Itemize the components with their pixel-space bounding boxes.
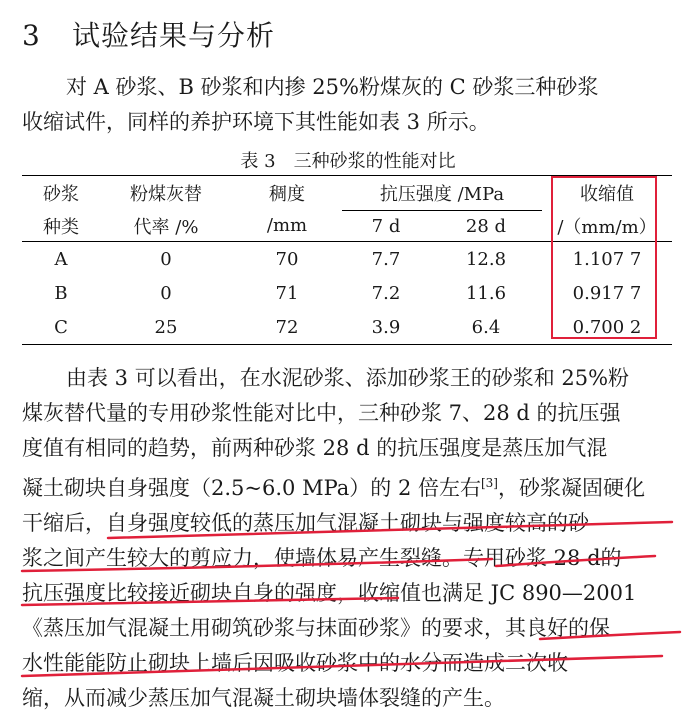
cell-flyash: 25 bbox=[100, 310, 232, 345]
cell-consistency: 71 bbox=[275, 282, 299, 304]
cell-flyash: 0 bbox=[160, 248, 172, 270]
cell-strength-7d: 7.2 bbox=[371, 282, 401, 304]
header-type-1: 砂浆 bbox=[22, 176, 100, 211]
cell-type: C bbox=[22, 310, 100, 345]
analysis-line-2: 煤灰替代量的专用砂浆性能对比中，三种砂浆 7、28 d 的抗压强 bbox=[22, 401, 621, 425]
cell-type: A bbox=[54, 248, 68, 270]
header-type-2: 种类 bbox=[43, 216, 79, 238]
cell-consistency: 72 bbox=[232, 310, 342, 345]
header-shrink-1: 收缩值 bbox=[542, 176, 672, 211]
header-consistency-2: /mm bbox=[266, 215, 308, 237]
cell-shrink: 0.917 7 bbox=[572, 282, 642, 304]
analysis-line-10: 缩，从而减少蒸压加气混凝土砌块墙体裂缝的产生。 bbox=[22, 686, 505, 710]
analysis-line-1: 由表 3 可以看出，在水泥砂浆、添加砂浆王的砂浆和 25%粉 bbox=[66, 366, 630, 390]
analysis-line-6: 浆之间产生较大的剪应力，使墙体易产生裂缝。专用砂浆 28 d的 bbox=[22, 546, 622, 570]
header-7d: 7 d bbox=[371, 215, 401, 237]
table-caption: 表 3 三种砂浆的性能对比 bbox=[240, 151, 456, 172]
underline-1 bbox=[108, 522, 672, 538]
cell-consistency: 70 bbox=[275, 248, 299, 270]
underline-6 bbox=[22, 656, 662, 676]
header-consistency-1: 稠度 bbox=[232, 176, 342, 211]
intro-line-1: 对 A 砂浆、B 砂浆和内掺 25%粉煤灰的 C 砂浆三种砂浆 bbox=[66, 75, 599, 99]
analysis-line-4a: 凝土砌块自身强度（2.5~6.0 MPa）的 2 倍左右 bbox=[22, 476, 481, 500]
underline-2 bbox=[22, 559, 492, 571]
cell-strength-28d: 11.6 bbox=[465, 282, 507, 304]
analysis-line-4b: ，砂浆凝固硬化 bbox=[497, 476, 645, 500]
underline-5 bbox=[540, 632, 680, 639]
section-number: 3 bbox=[22, 19, 41, 52]
header-flyash-2: 代率 /% bbox=[133, 216, 199, 238]
citation-ref: [3] bbox=[480, 476, 498, 490]
cell-flyash: 0 bbox=[160, 282, 172, 304]
intro-line-2: 收缩试件，同样的养护环境下其性能如表 3 所示。 bbox=[22, 110, 490, 134]
header-flyash-1: 粉煤灰替 bbox=[100, 176, 232, 211]
cell-shrink: 1.107 7 bbox=[572, 248, 642, 270]
cell-shrink: 0.700 2 bbox=[542, 310, 672, 345]
cell-strength-7d: 7.7 bbox=[371, 248, 401, 270]
analysis-line-5: 干缩后，自身强度较低的蒸压加气混凝土砌块与强度较高的砂 bbox=[22, 511, 589, 535]
header-shrink-2: /（mm/m） bbox=[557, 216, 657, 238]
cell-type: B bbox=[54, 282, 68, 304]
section-title: 试验结果与分析 bbox=[72, 19, 276, 52]
underline-3 bbox=[496, 556, 655, 566]
analysis-line-9: 水性能能防止砌块上墙后因吸收砂浆中的水分而造成二次收 bbox=[22, 651, 568, 675]
analysis-line-8: 《蒸压加气混凝土用砌筑砂浆与抹面砂浆》的要求，其良好的保 bbox=[22, 616, 610, 640]
header-28d: 28 d bbox=[465, 215, 507, 237]
underline-4 bbox=[22, 598, 398, 605]
cell-strength-7d: 3.9 bbox=[342, 310, 430, 345]
cell-strength-28d: 12.8 bbox=[465, 248, 507, 270]
analysis-line-3: 度值有相同的趋势，前两种砂浆 28 d 的抗压强度是蒸压加气混 bbox=[22, 436, 608, 460]
cell-strength-28d: 6.4 bbox=[430, 310, 542, 345]
analysis-line-7: 抗压强度比较接近砌块自身的强度，收缩值也满足 JC 890—2001 bbox=[22, 581, 637, 605]
header-strength: 抗压强度 /MPa bbox=[342, 176, 542, 211]
